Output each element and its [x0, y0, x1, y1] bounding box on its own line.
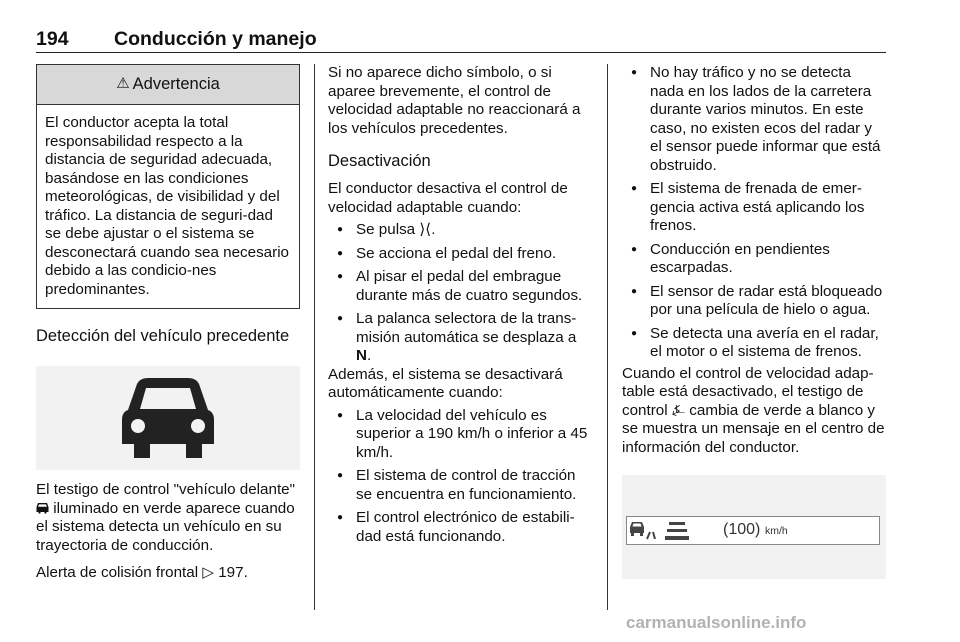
- page-number: 194: [36, 28, 69, 50]
- gear-letter: N: [356, 347, 367, 364]
- column-divider-2: [607, 64, 608, 610]
- warning-box: [36, 64, 300, 309]
- section-heading-vehicle-detection: Detección del vehículo precedente: [36, 327, 290, 345]
- section-heading-deactivation: Desactivación: [328, 152, 431, 170]
- list-item: ● Conducción en pendientes escarpadas.: [622, 241, 888, 278]
- list-item: ● El sistema de frenada de emer-gencia activa está aplicando los frenos.: [622, 180, 888, 236]
- list-item: ● El sistema de control de tracción se encuentra en funcionamiento.: [328, 467, 594, 504]
- watermark: carmanualsonline.info: [626, 613, 807, 632]
- warning-triangle-icon: ⚠: [116, 75, 130, 93]
- warning-title: Advertencia: [132, 75, 220, 94]
- car-front-icon: [120, 376, 216, 460]
- warning-header: [37, 65, 299, 105]
- cluster-display-bar: [626, 516, 880, 545]
- cluster-display-figure: [622, 475, 886, 579]
- following-distance-bars-icon: [665, 519, 691, 543]
- vehicle-ahead-description: El testigo de control "vehículo delante" iluminado en verde aparece cuando el sistema detecta un vehículo en su trayectoria de conducción.: [36, 481, 296, 554]
- list-item: ● El control electrónico de estabili-dad está funcionando.: [328, 509, 594, 546]
- speed-unit: km/h: [765, 525, 788, 537]
- list-item: ● Se acciona el pedal del freno.: [328, 245, 594, 264]
- list-item: ● No hay tráfico y no se detecta nada en los lados de la carretera durante varios minutos. En este caso, no existen ecos del radar y el sensor puede informar que está obstruido.: [622, 64, 888, 175]
- driver-deactivation-list: [328, 221, 594, 366]
- no-symbol-paragraph: Si no aparece dicho símbolo, o si aparee brevemente, el control de velocidad adaptable no reaccionará a los vehículos precedentes.: [328, 64, 581, 137]
- list-item: ● La palanca selectora de la trans-misión automática se desplaza a N.: [328, 310, 594, 366]
- set-speed-value: (100): [723, 521, 761, 538]
- list-item: ● La velocidad del vehículo es superior a 190 km/h o inferior a 45 km/h.: [328, 407, 594, 463]
- vehicle-ahead-distance-icon: [629, 519, 659, 543]
- deactivation-intro: El conductor desactiva el control de velocidad adaptable cuando:: [328, 180, 568, 216]
- page-title: Conducción y manejo: [114, 28, 317, 50]
- column-left: [36, 64, 300, 583]
- warning-text: El conductor acepta la total responsabilidad respecto a la distancia de seguridad adecuada, basándose en las condiciones meteorológicas, de visibilidad y del tráfico. La distancia de seguri-dad se debe ajustar o el sistema se desconectará cuando sea necesario debido a las condicio-nes predominantes.: [45, 114, 290, 298]
- auto-deactivation-list: [328, 407, 594, 547]
- crossref-collision-alert[interactable]: Alerta de colisión frontal ▷ 197.: [36, 564, 248, 581]
- column-divider-1: [314, 64, 315, 610]
- conditions-list: [622, 64, 888, 362]
- list-item: ● Se pulsa ⟩⟨.: [328, 221, 594, 240]
- column-right: [622, 64, 888, 579]
- cruise-off-icon: ⟩⟨: [419, 221, 432, 238]
- list-item: ● El sensor de radar está bloqueado por una película de hielo o agua.: [622, 283, 888, 320]
- list-item: ● Se detecta una avería en el radar, el motor o el sistema de frenos.: [622, 325, 888, 362]
- page-header: [36, 27, 886, 53]
- vehicle-ahead-figure: [36, 366, 300, 470]
- column-middle: [328, 64, 594, 546]
- car-icon: [36, 502, 49, 514]
- deactivated-paragraph: Cuando el control de velocidad adap-table está desactivado, el testigo de control ⍼ cambia de verde a blanco y se muestra un mensaje en el centro de información del conductor.: [622, 364, 885, 456]
- arrow-right-icon: ▷: [202, 564, 214, 581]
- list-item: ● Al pisar el pedal del embrague durante más de cuatro segundos.: [328, 268, 594, 305]
- cruise-control-icon: ⍼: [671, 401, 686, 419]
- auto-deactivation-intro: Además, el sistema se desactivará automáticamente cuando:: [328, 365, 563, 401]
